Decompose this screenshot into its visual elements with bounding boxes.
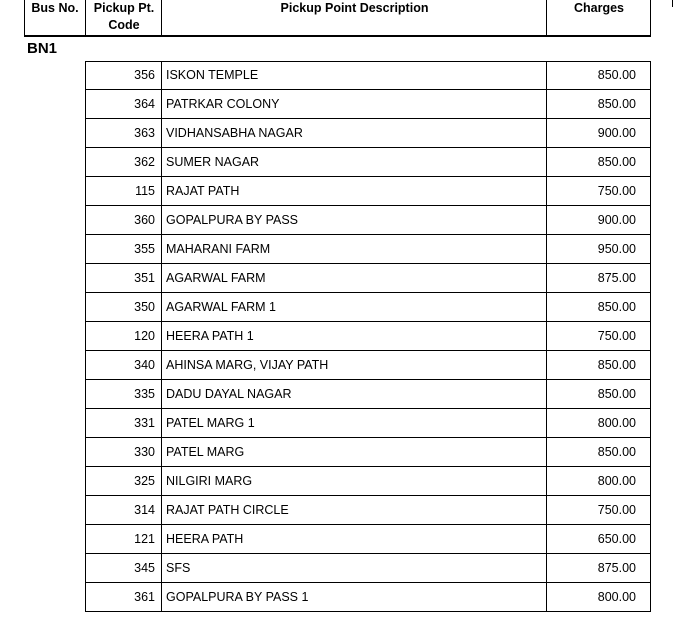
description-cell: HEERA PATH 1 — [166, 329, 254, 343]
row-border — [546, 293, 547, 322]
row-border — [85, 409, 86, 438]
charge-cell: 750.00 — [597, 329, 636, 343]
pickup-code-cell: 361 — [134, 590, 155, 604]
row-border — [546, 322, 547, 351]
row-border — [85, 264, 86, 293]
table-row — [85, 148, 650, 177]
row-border — [546, 351, 547, 380]
description-cell: GOPALPURA BY PASS 1 — [166, 590, 309, 604]
row-border — [85, 90, 86, 119]
row-border — [546, 438, 547, 467]
pickup-code-cell: 351 — [134, 271, 155, 285]
row-border — [546, 380, 547, 409]
table-row — [85, 235, 650, 264]
charge-cell: 850.00 — [597, 300, 636, 314]
row-border — [650, 583, 651, 612]
description-cell: AGARWAL FARM 1 — [166, 300, 276, 314]
header-pickup-code-line2: Code — [108, 18, 140, 32]
table-row — [85, 409, 650, 438]
pickup-code-cell: 356 — [134, 68, 155, 82]
row-border — [85, 611, 650, 612]
header-border — [650, 0, 651, 36]
row-border — [85, 293, 86, 322]
description-cell: HEERA PATH — [166, 532, 244, 546]
row-border — [546, 61, 547, 90]
row-border — [650, 148, 651, 177]
row-border — [161, 293, 162, 322]
charge-cell: 950.00 — [597, 242, 636, 256]
row-border — [85, 554, 86, 583]
row-border — [650, 438, 651, 467]
charge-cell: 650.00 — [597, 532, 636, 546]
row-border — [161, 90, 162, 119]
row-border — [85, 119, 86, 148]
row-border — [161, 438, 162, 467]
pickup-code-cell: 314 — [134, 503, 155, 517]
header-border — [672, 0, 673, 7]
row-border — [85, 467, 86, 496]
charge-cell: 800.00 — [597, 474, 636, 488]
row-border — [650, 61, 651, 90]
description-cell: ISKON TEMPLE — [166, 68, 259, 82]
description-cell: VIDHANSABHA NAGAR — [166, 126, 303, 140]
row-border — [85, 177, 86, 206]
row-border — [546, 525, 547, 554]
row-border — [546, 177, 547, 206]
charge-cell: 900.00 — [597, 213, 636, 227]
table-row — [85, 554, 650, 583]
header-pickup-code — [86, 0, 162, 36]
table-row — [85, 90, 650, 119]
row-border — [161, 206, 162, 235]
table-row — [85, 438, 650, 467]
row-border — [85, 206, 86, 235]
pickup-code-cell: 330 — [134, 445, 155, 459]
row-border — [85, 380, 86, 409]
row-border — [161, 351, 162, 380]
row-border — [85, 438, 86, 467]
row-border — [650, 119, 651, 148]
header-border — [85, 0, 86, 36]
pickup-code-cell: 335 — [134, 387, 155, 401]
pickup-code-cell: 331 — [134, 416, 155, 430]
table-row — [85, 322, 650, 351]
row-border — [650, 264, 651, 293]
description-cell: SFS — [166, 561, 191, 575]
table-row — [85, 119, 650, 148]
row-border — [546, 554, 547, 583]
header-border — [546, 0, 547, 36]
pickup-code-cell: 345 — [134, 561, 155, 575]
pickup-code-cell: 340 — [134, 358, 155, 372]
table-row — [85, 264, 650, 293]
row-border — [546, 583, 547, 612]
header-bus-no — [24, 0, 86, 36]
row-border — [85, 525, 86, 554]
table-row — [85, 177, 650, 206]
description-cell: MAHARANI FARM — [166, 242, 271, 256]
description-cell: PATEL MARG — [166, 445, 245, 459]
table-row — [85, 380, 650, 409]
charge-cell: 875.00 — [597, 561, 636, 575]
row-border — [546, 409, 547, 438]
row-border — [650, 351, 651, 380]
charge-cell: 800.00 — [597, 416, 636, 430]
pickup-code-cell: 115 — [135, 184, 155, 198]
table-row — [85, 467, 650, 496]
charge-cell: 850.00 — [597, 387, 636, 401]
description-cell: AHINSA MARG, VIJAY PATH — [166, 358, 329, 372]
row-border — [161, 467, 162, 496]
description-cell: PATEL MARG 1 — [166, 416, 255, 430]
row-border — [546, 235, 547, 264]
header-description — [162, 0, 547, 36]
pickup-code-cell: 355 — [134, 242, 155, 256]
row-border — [161, 119, 162, 148]
pickup-table-body — [85, 61, 650, 612]
row-border — [546, 467, 547, 496]
header-charges-label: Charges — [573, 1, 625, 15]
charge-cell: 850.00 — [597, 358, 636, 372]
description-cell: RAJAT PATH — [166, 184, 240, 198]
description-cell: DADU DAYAL NAGAR — [166, 387, 292, 401]
row-border — [85, 322, 86, 351]
row-border — [546, 496, 547, 525]
description-cell: GOPALPURA BY PASS — [166, 213, 299, 227]
row-border — [85, 351, 86, 380]
charge-cell: 900.00 — [597, 126, 636, 140]
row-border — [650, 322, 651, 351]
row-border — [650, 206, 651, 235]
description-cell: PATRKAR COLONY — [166, 97, 280, 111]
row-border — [546, 148, 547, 177]
pickup-code-cell: 363 — [134, 126, 155, 140]
row-border — [546, 206, 547, 235]
table-header — [0, 0, 675, 36]
row-border — [161, 61, 162, 90]
header-bus-no-label: Bus No. — [31, 1, 79, 15]
header-charges — [547, 0, 651, 36]
charge-cell: 875.00 — [597, 271, 636, 285]
row-border — [546, 264, 547, 293]
row-border — [85, 496, 86, 525]
pickup-code-cell: 121 — [134, 532, 155, 546]
description-cell: RAJAT PATH CIRCLE — [166, 503, 289, 517]
table-row — [85, 525, 650, 554]
pickup-code-cell: 364 — [134, 97, 155, 111]
pickup-code-cell: 362 — [134, 155, 155, 169]
row-border — [161, 525, 162, 554]
row-border — [85, 61, 86, 90]
table-row — [85, 351, 650, 380]
header-bottom-border — [24, 35, 651, 37]
table-row — [85, 583, 650, 612]
table-row — [85, 496, 650, 525]
description-cell: SUMER NAGAR — [166, 155, 260, 169]
header-border — [24, 0, 25, 36]
table-row — [85, 206, 650, 235]
row-border — [85, 583, 86, 612]
charge-cell: 800.00 — [597, 590, 636, 604]
description-cell: AGARWAL FARM — [166, 271, 266, 285]
row-border — [161, 177, 162, 206]
table-row — [85, 61, 650, 90]
charge-cell: 750.00 — [597, 184, 636, 198]
header-pickup-code-line1: Pickup Pt. — [93, 1, 155, 15]
row-border — [85, 148, 86, 177]
charge-cell: 850.00 — [597, 155, 636, 169]
row-border — [85, 235, 86, 264]
charge-cell: 850.00 — [597, 68, 636, 82]
row-border — [161, 496, 162, 525]
charge-cell: 850.00 — [597, 97, 636, 111]
row-border — [161, 583, 162, 612]
row-border — [650, 177, 651, 206]
description-cell: NILGIRI MARG — [166, 474, 253, 488]
row-border — [161, 264, 162, 293]
header-description-label: Pickup Point Description — [280, 1, 429, 15]
header-border — [161, 0, 162, 36]
row-border — [161, 148, 162, 177]
bus-group-label: BN1 — [27, 40, 58, 57]
row-border — [650, 525, 651, 554]
row-border — [650, 235, 651, 264]
pickup-code-cell: 350 — [134, 300, 155, 314]
row-border — [650, 90, 651, 119]
row-border — [650, 380, 651, 409]
row-border — [161, 380, 162, 409]
pickup-code-cell: 325 — [134, 474, 155, 488]
pickup-code-cell: 360 — [134, 213, 155, 227]
charge-cell: 750.00 — [597, 503, 636, 517]
row-border — [546, 119, 547, 148]
row-border — [650, 409, 651, 438]
row-border — [650, 293, 651, 322]
row-border — [161, 322, 162, 351]
row-border — [650, 554, 651, 583]
row-border — [161, 235, 162, 264]
charge-cell: 850.00 — [597, 445, 636, 459]
row-border — [546, 90, 547, 119]
pickup-code-cell: 120 — [134, 329, 155, 343]
table-row — [85, 293, 650, 322]
row-border — [650, 467, 651, 496]
row-border — [161, 409, 162, 438]
row-border — [161, 554, 162, 583]
row-border — [650, 496, 651, 525]
